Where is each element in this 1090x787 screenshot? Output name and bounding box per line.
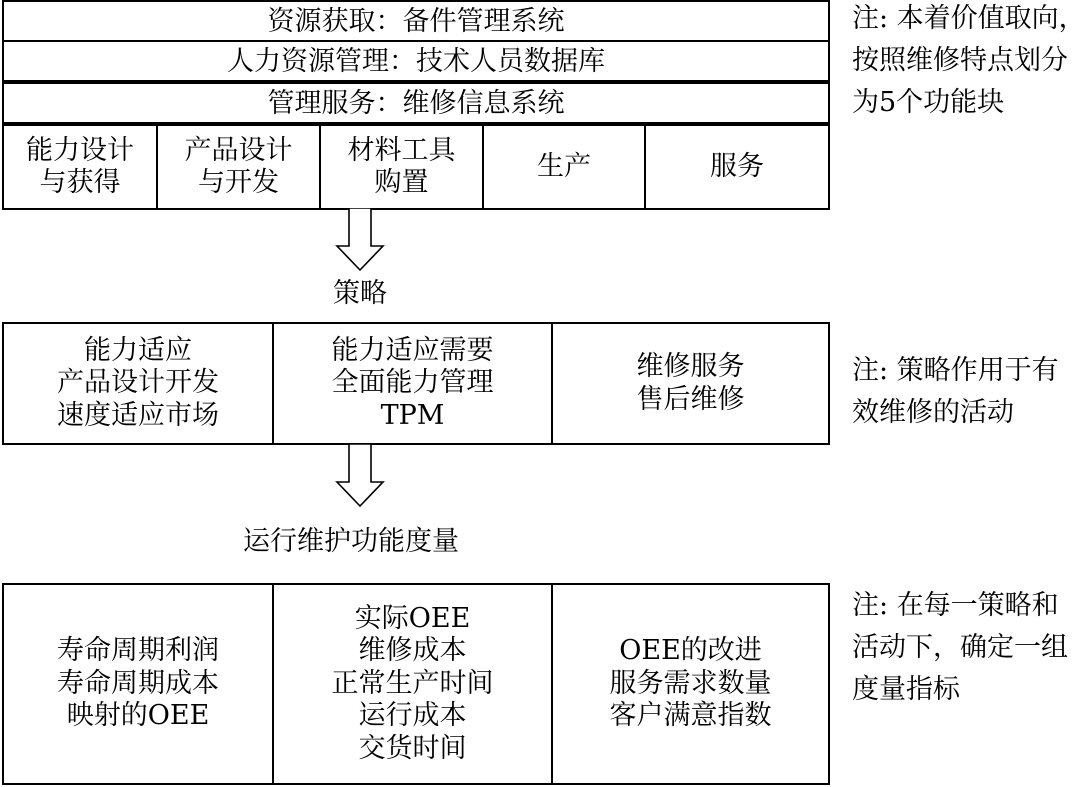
note-top: 注: 本着价值取向， 按照维修特点划分 为5个功能块 (852, 3, 1086, 118)
strategy-line: TPM (380, 399, 445, 431)
function-block-line: 产品设计 (184, 134, 293, 166)
strategy-line: 售后维修 (636, 383, 745, 415)
metric-line: 正常生产时间 (331, 667, 494, 699)
hr-management-bar: 人力资源管理：技术人员数据库 (2, 40, 830, 82)
strategy-row (2, 322, 830, 445)
function-block-materials (321, 126, 484, 208)
strategy-line: 全面能力管理 (331, 367, 494, 399)
function-block-line: 与获得 (39, 167, 121, 198)
metrics-column-operations (274, 585, 553, 783)
function-block-product (158, 126, 321, 208)
metric-line: 维修成本 (358, 635, 467, 667)
metric-line: 实际OEE (354, 603, 471, 635)
function-block-line: 生产 (537, 150, 591, 182)
function-block-line: 购置 (374, 167, 429, 198)
down-arrow-icon (330, 444, 390, 508)
metrics-label: 运行维护功能度量 (243, 526, 459, 557)
function-block-line: 能力设计 (26, 134, 134, 166)
function-block-production (484, 126, 646, 208)
metric-line: 寿命周期成本 (57, 667, 219, 699)
metric-line: OEE的改进 (619, 635, 762, 667)
strategy-line: 能力适应需要 (331, 334, 494, 366)
resource-acquisition-bar: 资源获取：备件管理系统 (2, 0, 830, 42)
metric-line: 映射的OEE (66, 700, 210, 732)
function-block-service (646, 126, 828, 208)
metric-line: 服务需求数量 (609, 667, 772, 699)
management-service-bar: 管理服务：维修信息系统 (2, 82, 830, 124)
strategy-column-tpm (274, 324, 553, 443)
down-arrow-icon (330, 208, 390, 272)
metrics-row (2, 583, 830, 785)
strategy-line: 速度适应市场 (57, 399, 219, 431)
function-block-capability (4, 126, 158, 208)
metrics-column-service (553, 585, 828, 783)
strategy-column-service (553, 324, 828, 443)
function-block-line: 与开发 (198, 167, 279, 198)
function-block-line: 材料工具 (347, 134, 456, 166)
metric-line: 客户满意指数 (609, 700, 772, 732)
function-block-line: 服务 (710, 150, 764, 182)
strategy-line: 能力适应 (84, 334, 192, 366)
note-strategy: 注: 策略作用于有 效维修的活动 (852, 355, 1059, 428)
strategy-line: 产品设计开发 (57, 367, 219, 399)
strategy-label: 策略 (333, 278, 387, 309)
note-metrics: 注: 在每一策略和 活动下，确定一组 度量指标 (852, 590, 1068, 705)
strategy-line: 维修服务 (636, 351, 745, 383)
function-blocks-row (2, 124, 830, 210)
metrics-column-lifecycle (4, 585, 274, 783)
metric-line: 交货时间 (358, 732, 467, 764)
metric-line: 寿命周期利润 (57, 635, 219, 667)
strategy-column-capability (4, 324, 274, 443)
metric-line: 运行成本 (358, 700, 467, 732)
